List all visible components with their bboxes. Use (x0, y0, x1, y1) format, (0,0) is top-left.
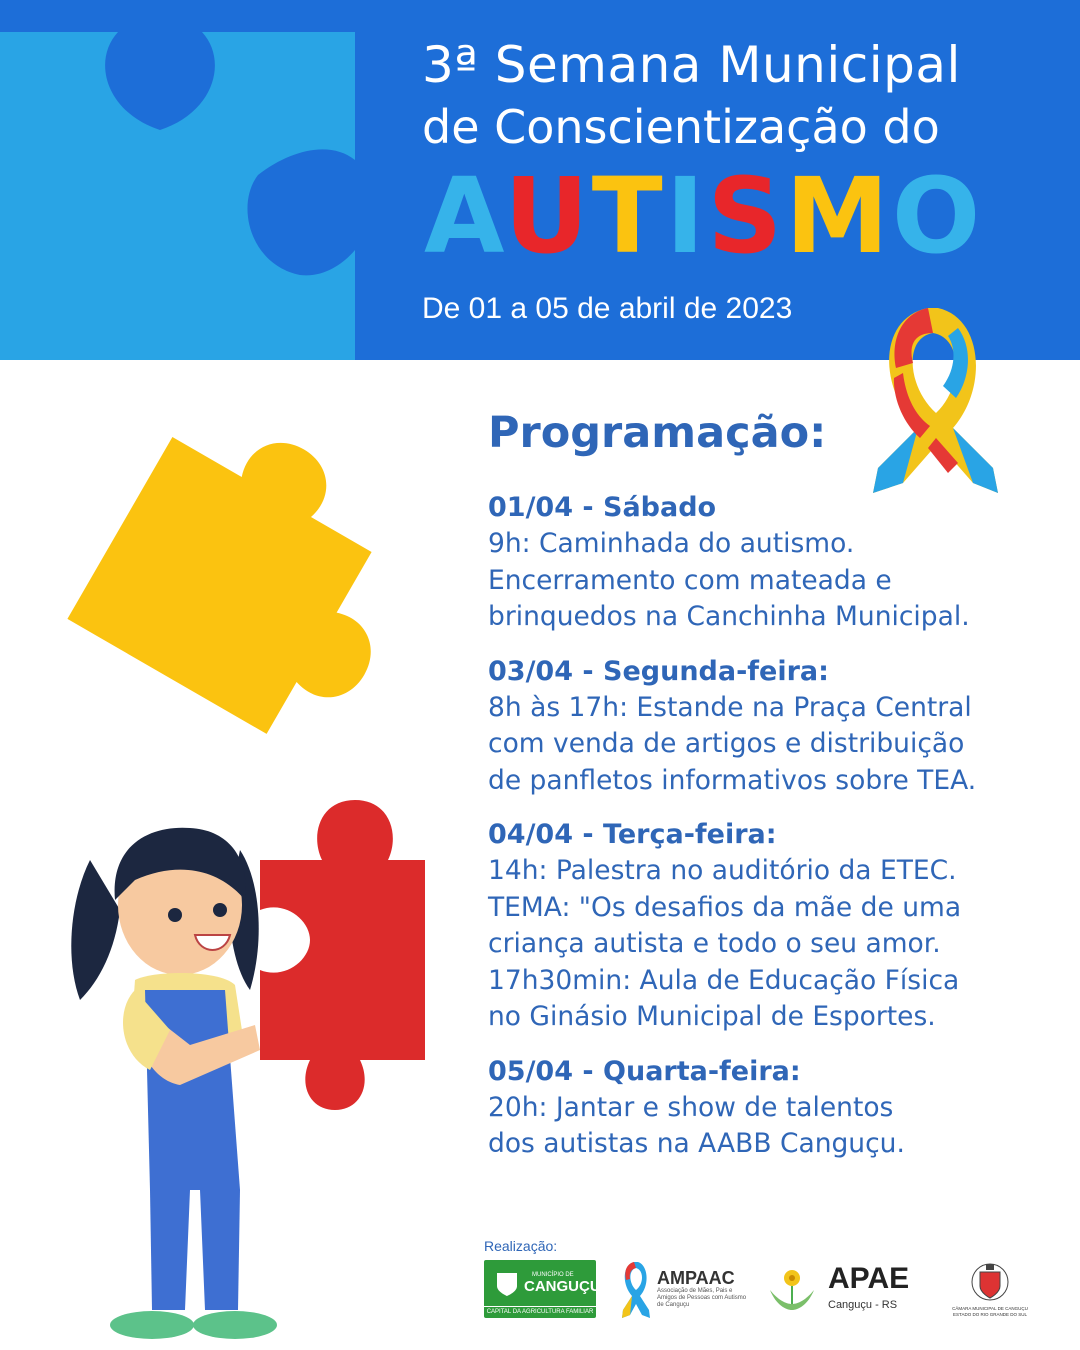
autismo-letter: U (504, 155, 592, 277)
program-title: Programação: (488, 408, 827, 458)
autism-ribbon-icon (858, 298, 1008, 508)
autism-ribbon-icon (620, 1260, 652, 1320)
program-event (488, 490, 1048, 636)
program-event (488, 817, 1048, 1036)
autismo-letter: T (591, 155, 666, 277)
camara-name: CÂMARA MUNICIPAL DE CANGUÇU ESTADO DO RIO GRANDE DO SUL (952, 1306, 1028, 1317)
autismo-letter: S (707, 155, 786, 277)
yellow-puzzle-piece-icon (40, 400, 440, 760)
event-line: de panfletos informativos sobre TEA. (488, 764, 977, 796)
program-event (488, 1054, 1048, 1163)
municipio-tagline: CAPITAL DA AGRICULTURA FAMILIAR (484, 1306, 596, 1315)
event-line: dos autistas na AABB Canguçu. (488, 1128, 905, 1159)
coat-of-arms-icon (968, 1260, 1012, 1304)
event-line: 17h30min: Aula de Educação Física (488, 964, 960, 996)
event-heading: 03/04 - Segunda-feira: (488, 655, 829, 687)
municipio-logo (484, 1260, 601, 1318)
event-line: 8h às 17h: Estande na Praça Central (488, 691, 972, 723)
apae-city: Canguçu - RS (828, 1299, 898, 1311)
apae-name: APAE (828, 1262, 910, 1295)
coat-of-arms-icon (492, 1268, 522, 1298)
puzzle-piece-icon (0, 0, 360, 360)
event-heading: 01/04 - Sábado (488, 492, 717, 523)
event-line: 20h: Jantar e show de talentos (488, 1091, 894, 1123)
event-dates: De 01 a 05 de abril de 2023 (422, 292, 793, 325)
girl-illustration (60, 790, 440, 1350)
event-line: Encerramento com mateada e (488, 564, 892, 596)
municipio-small: MUNICÍPIO DE (532, 1272, 574, 1278)
footer-label: Realização: (484, 1238, 558, 1254)
event-line: no Ginásio Municipal de Esportes. (488, 1001, 936, 1032)
ampaac-desc: Associação de Mães, Pais e Amigos de Pessoas com Autismo de Canguçu (657, 1288, 747, 1308)
event-line: criança autista e todo o seu amor. (488, 928, 941, 959)
autismo-word (424, 155, 984, 277)
autismo-letter: O (891, 155, 984, 277)
sunflower-hands-icon (766, 1260, 818, 1318)
municipio-name: CANGUÇU (524, 1278, 601, 1295)
event-line: 9h: Caminhada do autismo. (488, 528, 855, 559)
event-line: 14h: Palestra no auditório da ETEC. (488, 855, 957, 886)
autismo-letter: I (665, 155, 708, 277)
ampaac-name: AMPAAC (657, 1268, 735, 1288)
event-line: com venda de artigos e distribuição (488, 728, 965, 759)
event-line: brinquedos na Canchinha Municipal. (488, 601, 970, 632)
program-event (488, 654, 1048, 800)
autismo-letter: M (785, 155, 892, 277)
event-heading: 04/04 - Terça-feira: (488, 819, 777, 850)
title-line-1: 3ª Semana Municipal (422, 36, 961, 94)
title-line-2: de Conscientização do (422, 100, 940, 154)
event-heading: 05/04 - Quarta-feira: (488, 1055, 801, 1087)
event-line: TEMA: "Os desafios da mãe de uma (488, 891, 962, 923)
program-list (488, 490, 1048, 1181)
autismo-letter: A (424, 155, 505, 277)
